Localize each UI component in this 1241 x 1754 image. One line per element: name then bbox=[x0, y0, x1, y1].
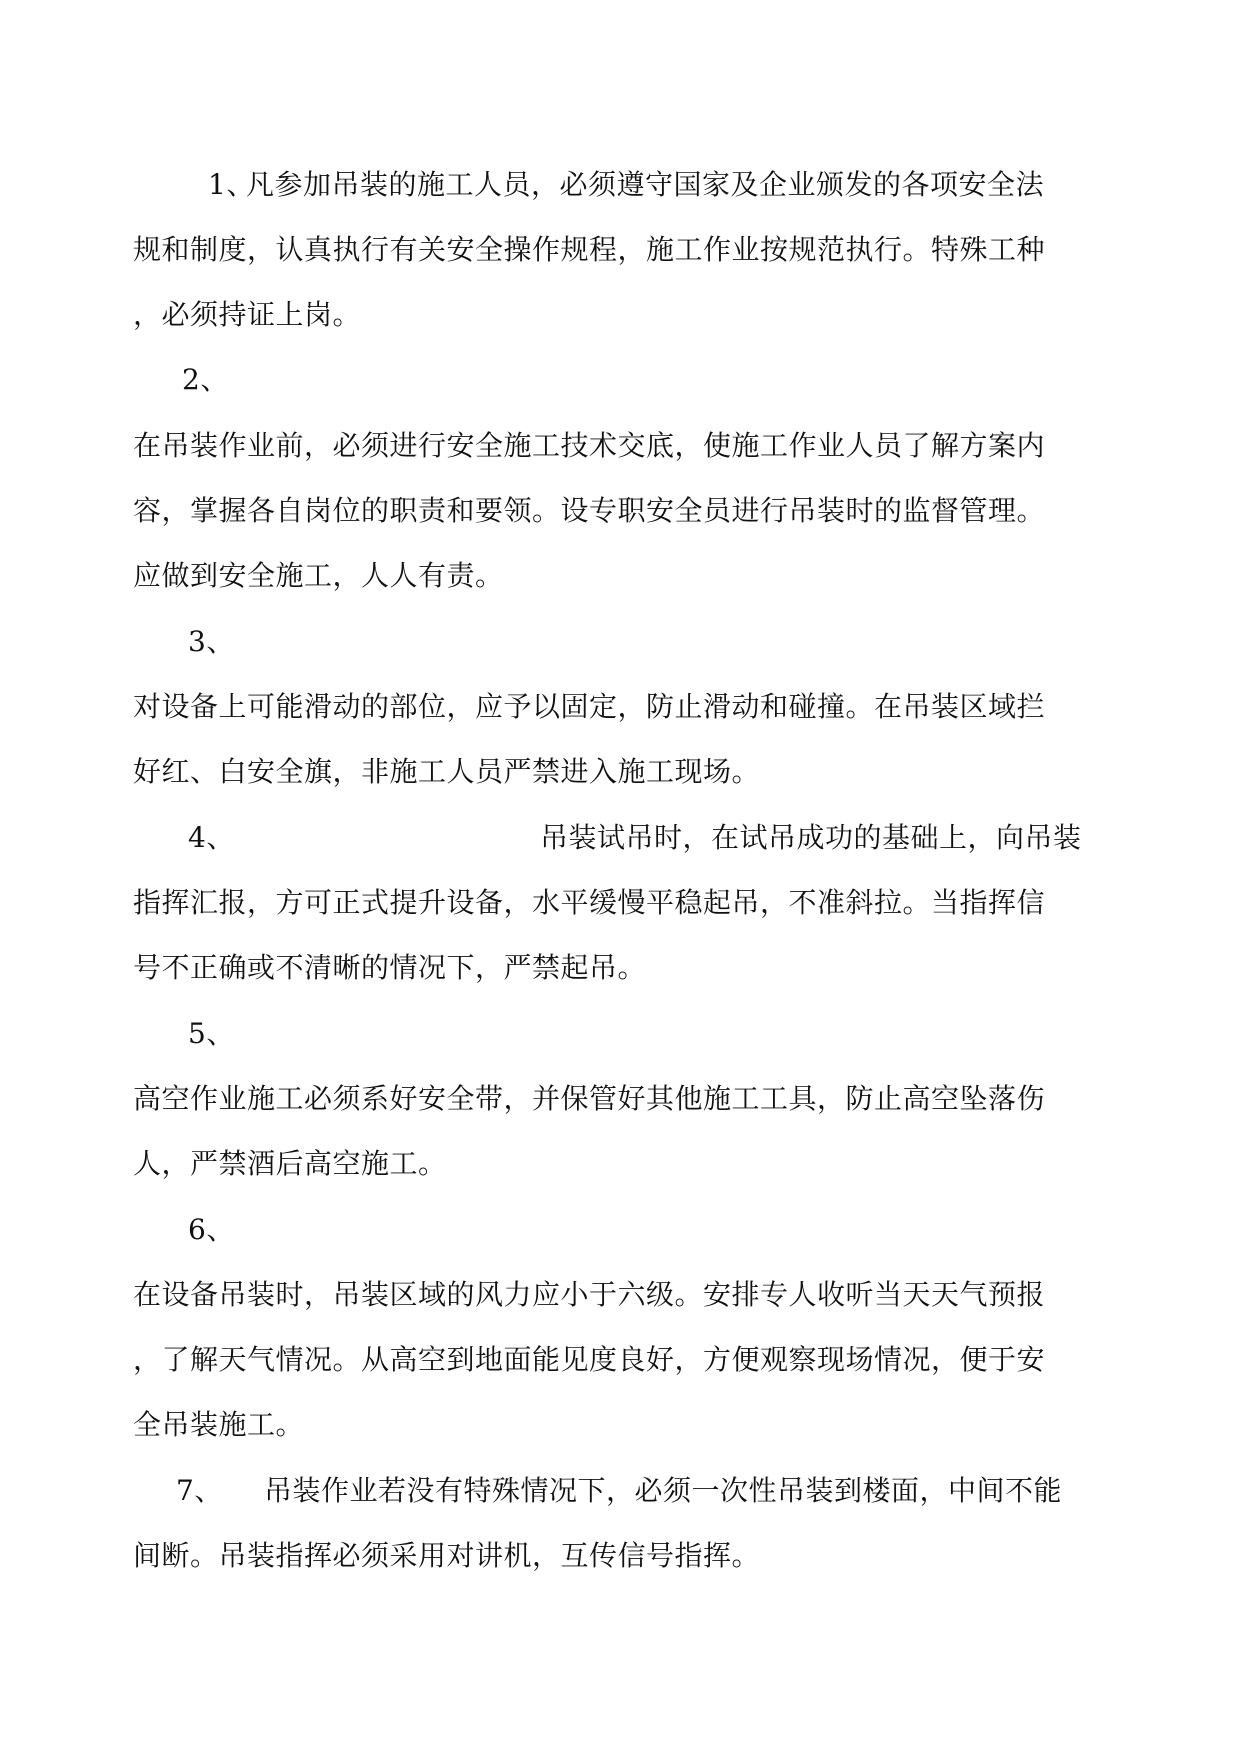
item-7-line-2: 间断。吊装指挥必须采用对讲机，互传信号指挥。 bbox=[133, 1539, 761, 1572]
item-4-line-3: 号不正确或不清晰的情况下，严禁起吊。 bbox=[133, 951, 647, 984]
item-2-line-3: 应做到安全施工，人人有责。 bbox=[133, 559, 504, 592]
item-1-line-1: 凡参加吊装的施工人员，必须遵守国家及企业颁发的各项安全法 bbox=[246, 168, 1045, 201]
item-6-line-2: ，了解天气情况。从高空到地面能见度良好，方便观察现场情况，便于安 bbox=[133, 1343, 1046, 1376]
item-4-line-2: 指挥汇报，方可正式提升设备，水平缓慢平稳起吊，不准斜拉。当指挥信 bbox=[133, 886, 1046, 919]
item-1-number: 1、 bbox=[208, 168, 255, 201]
item-2-number: 2、 bbox=[182, 363, 229, 396]
item-1-line-2: 规和制度，认真执行有关安全操作规程，施工作业按规范执行。特殊工种 bbox=[133, 233, 1046, 266]
item-3-line-2: 好红、白安全旗，非施工人员严禁进入施工现场。 bbox=[133, 755, 761, 788]
item-4-line-1: 吊装试吊时，在试吊成功的基础上，向吊装 bbox=[540, 821, 1082, 854]
item-5-line-2: 人，严禁酒后高空施工。 bbox=[133, 1147, 447, 1180]
item-3-number: 3、 bbox=[188, 625, 235, 658]
item-2-line-2: 容，掌握各自岗位的职责和要领。设专职安全员进行吊装时的监督管理。 bbox=[133, 494, 1046, 527]
item-6-number: 6、 bbox=[188, 1213, 235, 1246]
item-5-line-1: 高空作业施工必须系好安全带，并保管好其他施工工具，防止高空坠落伤 bbox=[133, 1082, 1046, 1115]
item-3-line-1: 对设备上可能滑动的部位，应予以固定，防止滑动和碰撞。在吊装区域拦 bbox=[133, 690, 1046, 723]
item-7-line-1: 吊装作业若没有特殊情况下，必须一次性吊装到楼面，中间不能 bbox=[264, 1474, 1063, 1507]
item-1-line-3: ，必须持证上岗。 bbox=[133, 298, 362, 331]
item-6-line-1: 在设备吊装时，吊装区域的风力应小于六级。安排专人收听当天天气预报 bbox=[133, 1278, 1046, 1311]
item-6-line-3: 全吊装施工。 bbox=[133, 1408, 305, 1441]
item-7-number: 7、 bbox=[176, 1474, 223, 1507]
item-5-number: 5、 bbox=[188, 1017, 235, 1050]
item-2-line-1: 在吊装作业前，必须进行安全施工技术交底，使施工作业人员了解方案内 bbox=[133, 429, 1046, 462]
item-4-number: 4、 bbox=[188, 821, 235, 854]
